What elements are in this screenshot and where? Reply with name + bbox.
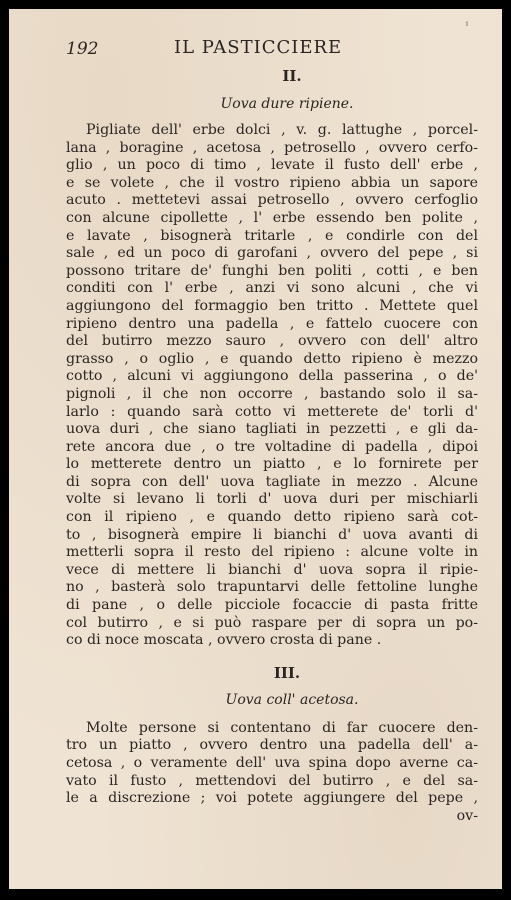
- text-line: e se volete , che il vostro ripieno abbia un sapore: [66, 174, 478, 191]
- text-line: tro un piatto , ovvero dentro una padella dell' a-: [66, 737, 478, 754]
- text-line: to , bisognerà empire li bianchi d' uova avanti di: [66, 526, 478, 543]
- text-line: cotto , alcuni vi aggiungono della passerina , o de': [66, 368, 478, 385]
- running-head: IL PASTICCIERE: [174, 37, 343, 58]
- text-line: volte si levano li torli d' uova duri per mischiarli: [66, 491, 478, 508]
- text-line: aggiungono del formaggio ben tritto . Mettete quel: [66, 297, 478, 314]
- section-2-number: II.: [282, 67, 302, 85]
- text-line: Molte persone si contentano di far cuocere den-: [86, 719, 478, 736]
- text-line: pignoli , il che non occorre , bastando solo il sa-: [66, 385, 478, 402]
- text-line: cetosa , o veramente dell' uva spina dopo averne ca-: [66, 755, 478, 771]
- text-line: sale , ed un poco di garofani , ovvero del pepe , si: [66, 245, 478, 262]
- text-line: glio , un poco di timo , levate il fusto dell' erbe ,: [66, 157, 478, 174]
- text-line: rete ancora due , o tre voltadine di padella , dipoi: [66, 438, 478, 455]
- section-2-title: Uova dure ripiene.: [220, 96, 354, 112]
- page-number: 192: [66, 39, 99, 59]
- text-line: metterli sopra il resto del ripieno : alcune volte in: [66, 544, 478, 561]
- text-line: vato il fusto , mettendovi del butirro , e del sa-: [66, 772, 478, 789]
- text-line: con il ripieno , e quando detto ripieno sarà cot-: [66, 509, 478, 526]
- text-line: ripieno dentro una padella , e fattelo cuocere con: [66, 315, 478, 332]
- text-line: lo metterete dentro un piatto , e lo fornirete per: [66, 456, 478, 473]
- page-text: [66, 35, 478, 825]
- text-line: vece di mettere li bianchi d' uova sopra il ripie-: [66, 561, 478, 578]
- section-3-number: III.: [273, 663, 301, 682]
- text-line: possono tritare de' funghi ben politi , cotti , e ben: [66, 262, 478, 279]
- text-line: conditi con l' erbe , anzi vi sono alcuni , che vi: [66, 280, 478, 297]
- text-line: Pigliate dell' erbe dolci , v. g. lattughe , porcel-: [86, 122, 478, 138]
- text-line: col butirro , e si può raspare per di sopra un po-: [66, 614, 478, 631]
- section-3-title: Uova coll' acetosa.: [225, 691, 359, 708]
- page-header: [66, 35, 478, 63]
- text-line: larlo : quando sarà cotto vi metterete de' torli d': [66, 403, 478, 420]
- text-line: con alcune cipollette , l' erbe essendo ben polite ,: [66, 209, 478, 226]
- text-line: di sopra con dell' uova tagliate in mezzo . Alcune: [66, 473, 478, 490]
- text-line: ov-: [456, 807, 478, 824]
- text-line: acuto . mettetevi assai petrosello , ovvero cerfoglio: [66, 192, 478, 209]
- text-line: di pane , o delle picciole focaccie di pasta fritte: [66, 597, 478, 614]
- text-line: co di noce moscata , ovvero crosta di pane .: [66, 632, 382, 649]
- text-line: grasso , o oglio , e quando detto ripieno è mezzo: [66, 350, 478, 367]
- text-line: le a discrezione ; voi potete aggiungere del pepe ,: [66, 790, 478, 807]
- text-line: e lavate , bisognerà tritarle , e condirle con del: [66, 227, 478, 244]
- text-line: uova duri , che siano tagliati in pezzetti , e gli da-: [66, 421, 478, 438]
- text-line: lana , boragine , acetosa , petrosello , ovvero cerfo-: [66, 139, 478, 156]
- section-2-body: [66, 122, 478, 650]
- text-line: del butirro mezzo sauro , ovvero con dell' altro: [66, 333, 478, 350]
- book-page: [9, 9, 502, 889]
- corner-mark: ¹: [464, 21, 469, 32]
- text-line: no , basterà solo trapuntarvi delle fettoline lunghe: [66, 579, 478, 596]
- section-3-body: [66, 720, 478, 826]
